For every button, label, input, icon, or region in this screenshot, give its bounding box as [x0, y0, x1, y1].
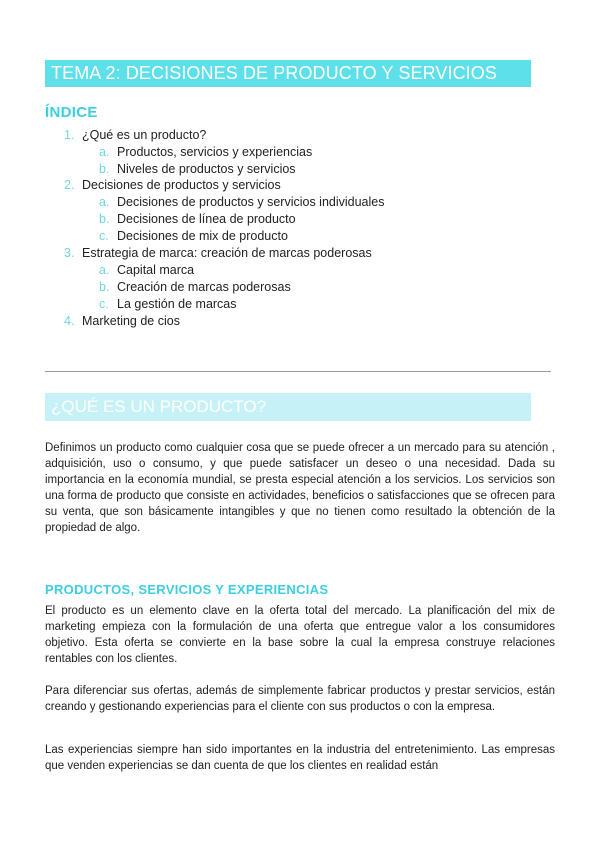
toc-item-text: ¿Qué es un producto? [82, 128, 207, 142]
toc-item-number: c. [99, 229, 109, 243]
toc-item [64, 127, 207, 144]
toc-item-text: Capital marca [117, 263, 195, 277]
toc-item-text: La gestión de marcas [117, 297, 237, 311]
subsection-title: PRODUCTOS, SERVICIOS Y EXPERIENCIAS [45, 582, 329, 597]
toc-item-number: b. [99, 212, 110, 226]
toc-subitem [99, 279, 291, 296]
toc-item [64, 177, 281, 194]
toc-item-number: 4. [64, 314, 75, 328]
toc-subitem [99, 211, 296, 228]
toc-subitem [99, 144, 313, 161]
toc-item [64, 313, 180, 330]
toc-item-number: 2. [64, 178, 75, 192]
toc-item-text: Niveles de productos y servicios [117, 162, 296, 176]
toc-item-number: a. [99, 263, 110, 277]
toc-subitem [99, 228, 288, 245]
toc-item-number: a. [99, 145, 110, 159]
toc-item [64, 245, 372, 262]
toc-item-text: Decisiones de línea de producto [117, 212, 296, 226]
section-title: ¿QUÉ ES UN PRODUCTO? [45, 393, 531, 421]
divider [45, 371, 551, 372]
toc-item-text: Marketing de cios [82, 314, 180, 328]
index-heading: ÍNDICE [45, 104, 98, 121]
toc-subitem [99, 161, 296, 178]
toc-item-text: Productos, servicios y experiencias [117, 145, 313, 159]
toc-item-number: 1. [64, 128, 75, 142]
page-title: TEMA 2: DECISIONES DE PRODUCTO Y SERVICIOS [45, 60, 531, 87]
toc-item-text: Decisiones de mix de producto [117, 229, 288, 243]
section-paragraph: Definimos un producto como cualquier cosa que se puede ofrecer a un mercado para su atención , adquisición, uso o consumo, y que puede satisfacer un deseo o una necesidad. Dada su importancia en la economía mundial, se presta especial atención a los servicios. Los servicios son una forma de producto que consiste en actividades, beneficios o satisfacciones que se ofrecen para su venta, que son básicamente intangibles y que no tienen como resultado la obtención de la propiedad de algo. [45, 442, 555, 534]
subsection-paragraph: El producto es un elemento clave en la oferta total del mercado. La planificación del mix de marketing empieza con la formulación de una oferta que entregue valor a los consumidores objetivo. Esta oferta se convierte en la base sobre la cual la empresa construye relaciones rentables con los clientes. [45, 605, 555, 665]
toc-subitem [99, 262, 195, 279]
toc-item-number: 3. [64, 246, 75, 260]
toc-item-text: Creación de marcas poderosas [117, 280, 291, 294]
toc-item-number: b. [99, 162, 110, 176]
toc-item-number: a. [99, 195, 110, 209]
toc-item-text: Decisiones de productos y servicios individuales [117, 195, 385, 209]
toc-item-number: c. [99, 297, 109, 311]
subsection-paragraph: Las experiencias siempre han sido importantes en la industria del entretenimiento. Las empresas que venden experiencias se dan cuenta de que los clientes en realidad están [45, 744, 555, 772]
toc-item-text: Decisiones de productos y servicios [82, 178, 281, 192]
toc-subitem [99, 194, 385, 211]
subsection-paragraph: Para diferenciar sus ofertas, además de simplemente fabricar productos y prestar servicios, están creando y gestionando experiencias para el cliente con sus productos o con la empresa. [45, 685, 555, 713]
toc-item-number: b. [99, 280, 110, 294]
toc-subitem [99, 296, 237, 313]
toc-item-text: Estrategia de marca: creación de marcas poderosas [82, 246, 372, 260]
